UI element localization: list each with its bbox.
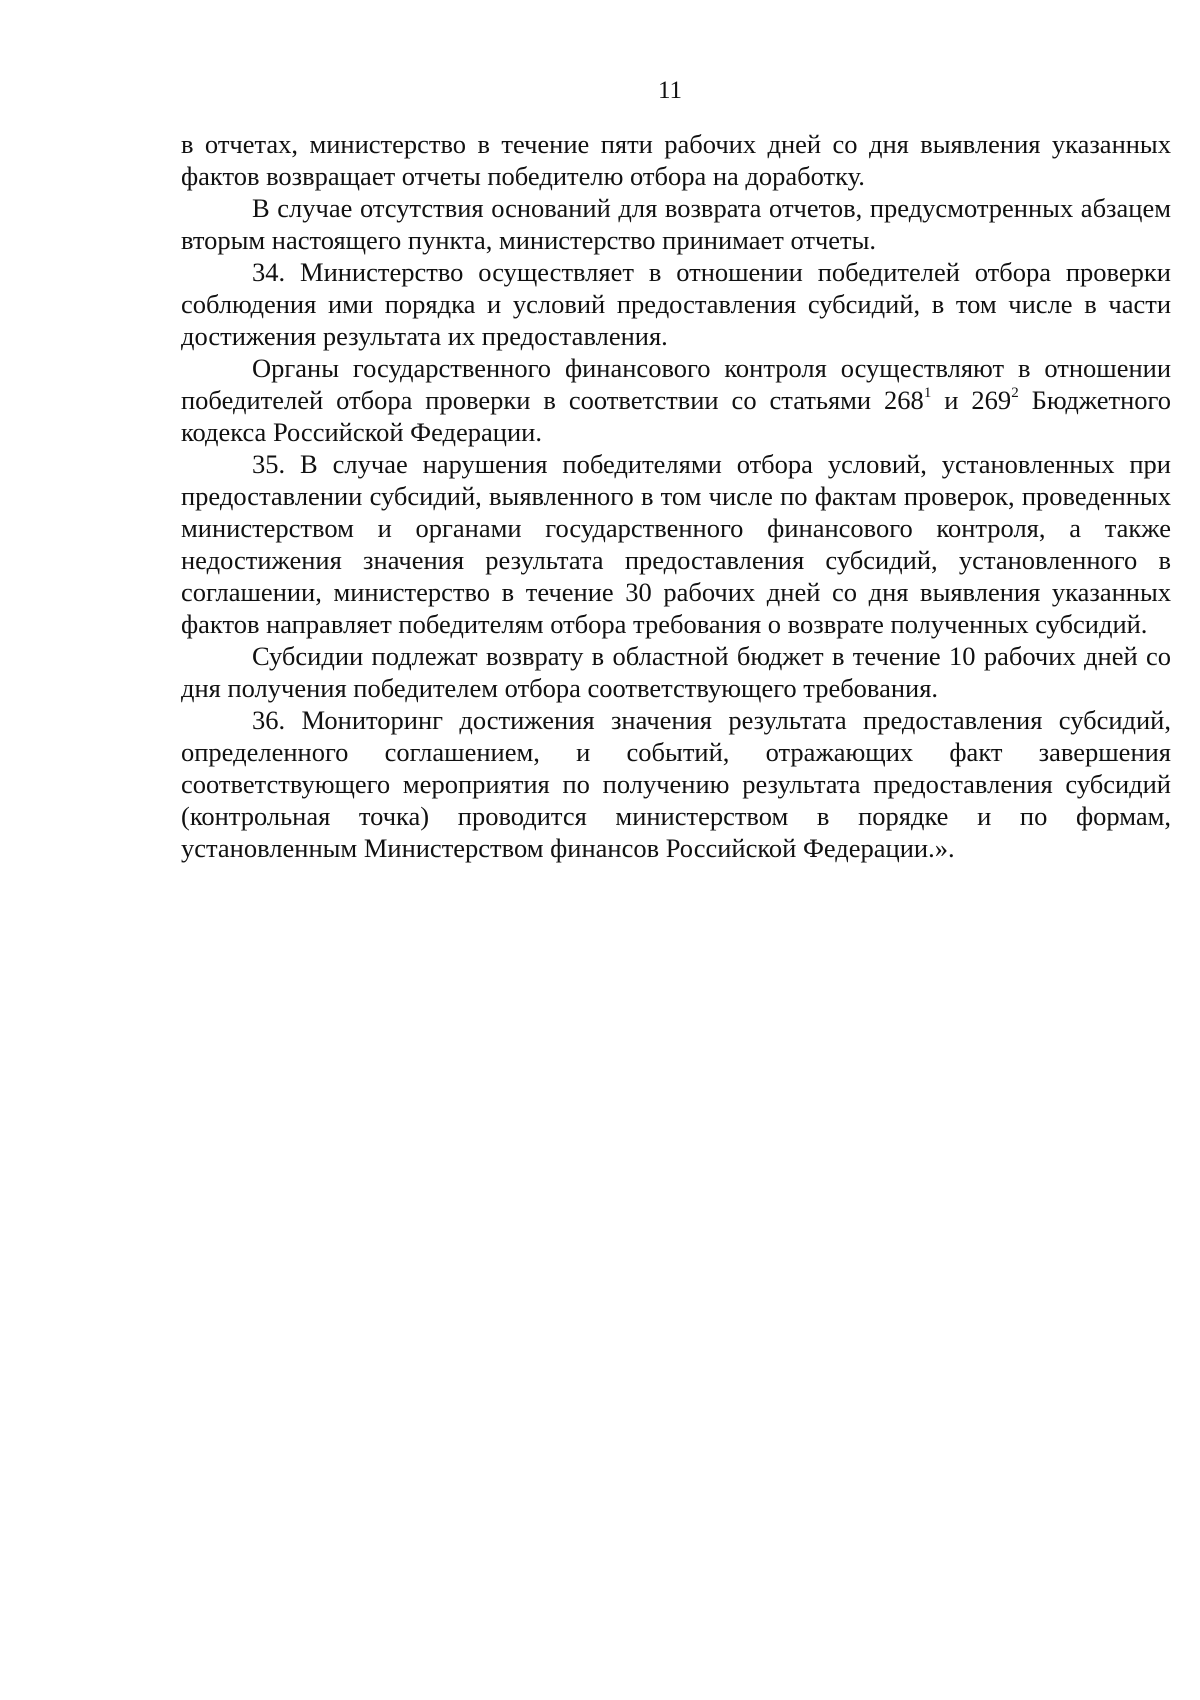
paragraph-financial-control-text-3: Бюджетного кодекса Российской Федерации. bbox=[181, 385, 1171, 447]
paragraph-2: В случае отсутствия оснований для возврата отчетов, предусмотренных абзацем вторым настоящего пункта, министерство принимает отчеты. bbox=[181, 193, 1171, 255]
paragraph-1: в отчетах, министерство в течение пяти рабочих дней со дня выявления указанных фактов возвращает отчеты победителю отбора на доработку. bbox=[181, 129, 1171, 191]
paragraph-financial-control-text-2: и 269 bbox=[931, 385, 1012, 415]
document-body bbox=[181, 128, 1171, 864]
superscript-2: 2 bbox=[1011, 385, 1019, 402]
paragraph-34: 34. Министерство осуществляет в отношении победителей отбора проверки соблюдения ими порядка и условий предоставления субсидий, в том числе в части достижения результата их предоставления. bbox=[181, 257, 1171, 351]
superscript-1: 1 bbox=[923, 385, 932, 402]
paragraph-financial-control bbox=[181, 352, 1171, 448]
page-number: 11 bbox=[657, 77, 683, 104]
paragraph-financial-control-text-1: Органы государственного финансового контроля осуществляют в отношении победителей отбора проверки в соответствии со статьями 268 bbox=[181, 353, 1171, 415]
paragraph-35: 35. В случае нарушения победителями отбора условий, установленных при предоставлении субсидий, выявленного в том числе по фактам проверок, проведенных министерством и органами государственного финансового контроля, а также недостижения значения результата предоставления субсидий, установленного в соглашении, министерство в течение 30 рабочих дней со дня выявления указанных фактов направляет победителям отбора требования о возврате полученных субсидий. bbox=[181, 449, 1171, 639]
paragraph-36: 36. Мониторинг достижения значения результата предоставления субсидий, определенного соглашением, и событий, отражающих факт завершения соответствующего мероприятия по получению результата предоставления субсидий (контрольная точка) проводится министерством в порядке и по формам, установленным Министерством финансов Российской Федерации.». bbox=[181, 705, 1171, 863]
paragraph-refund: Субсидии подлежат возврату в областной бюджет в течение 10 рабочих дней со дня получения победителем отбора соответствующего требования. bbox=[181, 641, 1171, 703]
